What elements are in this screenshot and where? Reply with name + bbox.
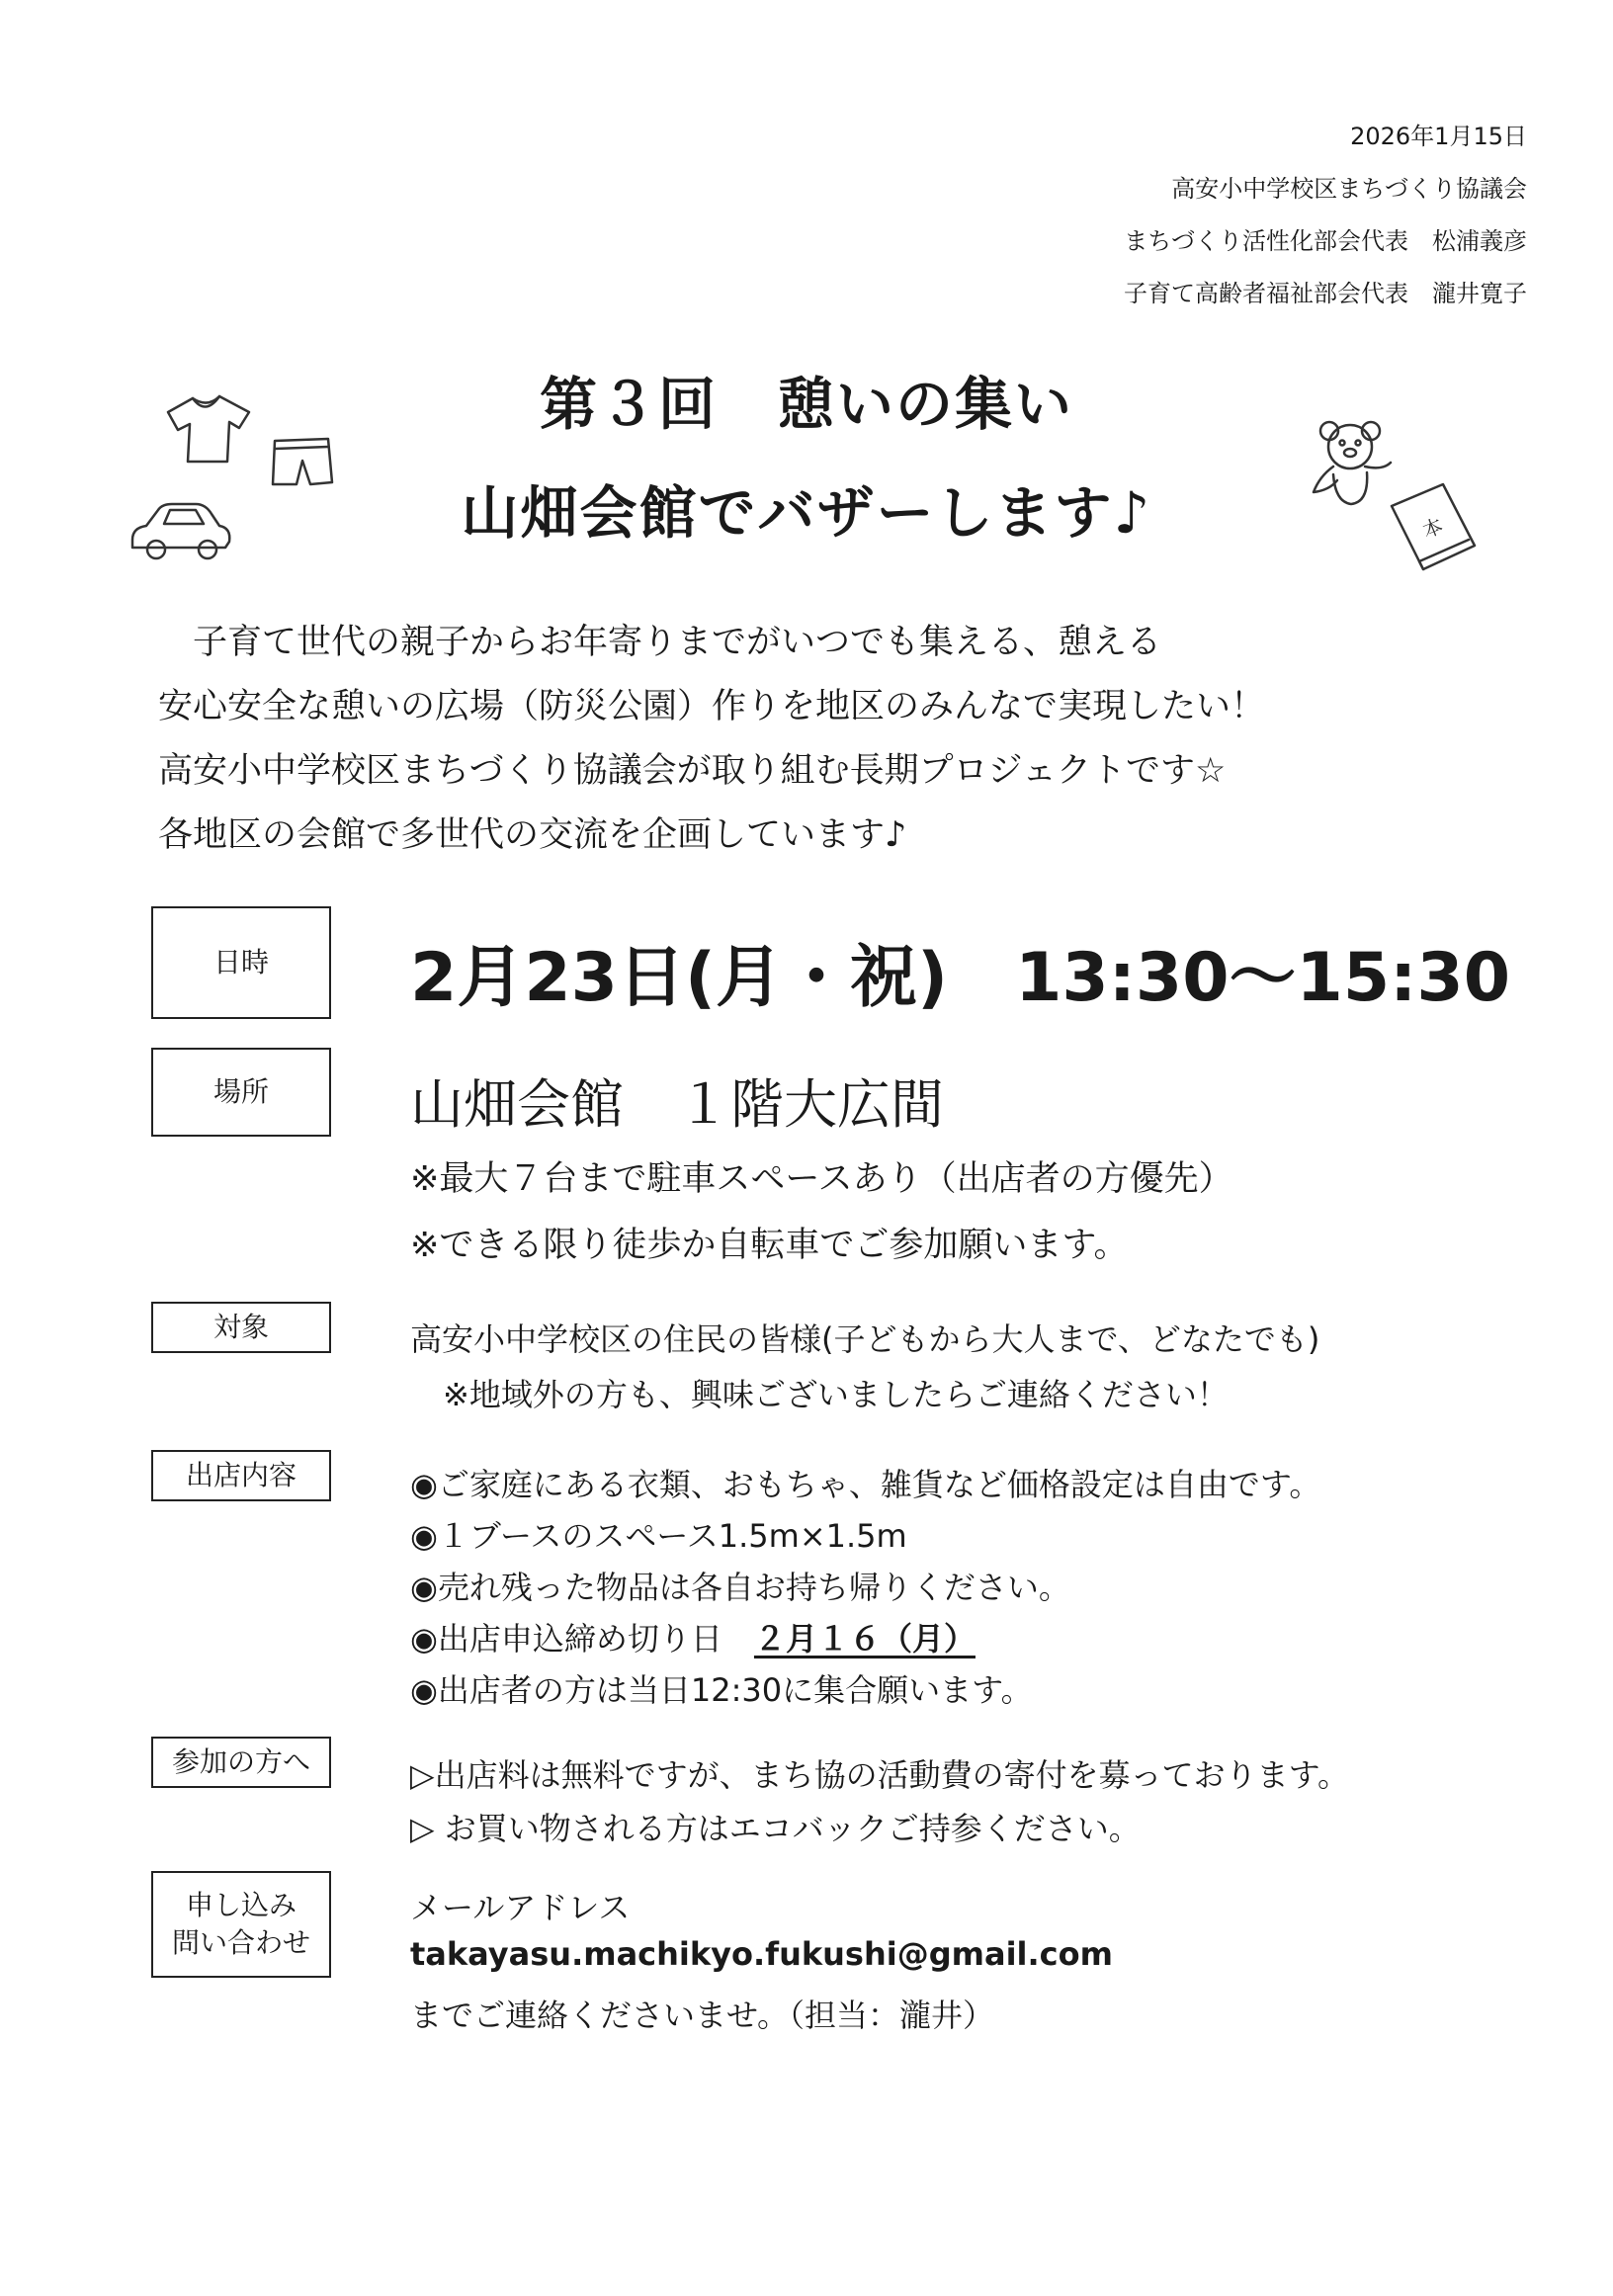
intro-line-2: 安心安全な憩いの広場（防災公園）作りを地区のみんなで実現したい！ [158, 687, 1266, 726]
label-shop: 出店内容 [151, 1450, 331, 1501]
document-date: 2026年1月15日 [1350, 123, 1527, 150]
event-datetime: 2月23日(月・祝) 13:30～15:30 [410, 939, 1511, 1017]
shop-deadline-date: ２月１６（月） [753, 1620, 976, 1658]
intro-line-1: 子育て世代の親子からお年寄りまでがいつでも集える、憩える [158, 623, 1162, 662]
label-target: 対象 [151, 1302, 331, 1353]
target-audience: 高安小中学校区の住民の皆様(子どもから大人まで、どなたでも) [410, 1320, 1320, 1358]
contact-heading: メールアドレス [410, 1889, 631, 1926]
label-datetime: 日時 [151, 906, 331, 1019]
car-icon [127, 494, 235, 563]
participants-note-2: ▷ お買い物される方はエコバックご持参ください。 [410, 1810, 1141, 1847]
shop-item-1: ◉ご家庭にある衣類、おもちゃ、雑貨など価格設定は自由です。 [410, 1466, 1321, 1503]
book-icon [1384, 476, 1483, 575]
shorts-icon [267, 435, 336, 489]
title-line-1: 第３回 憩いの集い [539, 371, 1073, 438]
contact-closing: までご連絡くださいませ。（担当：瀧井） [410, 1997, 995, 2034]
representative-2: 子育て高齢者福祉部会代表 瀧井寛子 [1124, 280, 1527, 307]
target-note: ※地域外の方も、興味ございましたらご連絡ください！ [443, 1376, 1229, 1413]
representative-1: まちづくり活性化部会代表 松浦義彦 [1124, 227, 1527, 255]
event-place: 山畑会館 １階大広間 [410, 1073, 944, 1136]
shop-deadline-prefix: ◉出店申込締め切り日 [410, 1620, 754, 1658]
intro-line-3: 高安小中学校区まちづくり協議会が取り組む長期プロジェクトです☆ [158, 751, 1227, 791]
organizer-name: 高安小中学校区まちづくり協議会 [1171, 175, 1527, 203]
shop-item-3: ◉売れ残った物品は各自お持ち帰りください。 [410, 1569, 1070, 1606]
shop-item-assembly: ◉出店者の方は当日12:30に集合願います。 [410, 1671, 1033, 1709]
label-participants: 参加の方へ [151, 1737, 331, 1788]
place-note-parking: ※最大７台まで駐車スペースあり（出店者の方優先） [410, 1159, 1233, 1199]
label-place: 場所 [151, 1048, 331, 1137]
book-glyph: 本 [1418, 513, 1447, 544]
place-note-transport: ※できる限り徒歩か自転車でご参加願います。 [410, 1226, 1129, 1265]
intro-line-4: 各地区の会館で多世代の交流を企画しています♪ [158, 815, 907, 855]
label-contact [151, 1871, 331, 1978]
title-line-2: 山畑会館でバザーします♪ [461, 479, 1152, 547]
shop-deadline [410, 1614, 976, 1659]
participants-note-1: ▷出店料は無料ですが、まち協の活動費の寄付を募っております。 [410, 1756, 1350, 1794]
shop-item-2: ◉１ブースのスペース1.5m×1.5m [410, 1517, 907, 1555]
label-contact-line1: 申し込み [185, 1889, 297, 1922]
contact-email[interactable]: takayasu.machikyo.fukushi@gmail.com [410, 1935, 1113, 1973]
label-contact-line2: 問い合わせ [171, 1926, 310, 1959]
shirt-icon [158, 390, 257, 469]
